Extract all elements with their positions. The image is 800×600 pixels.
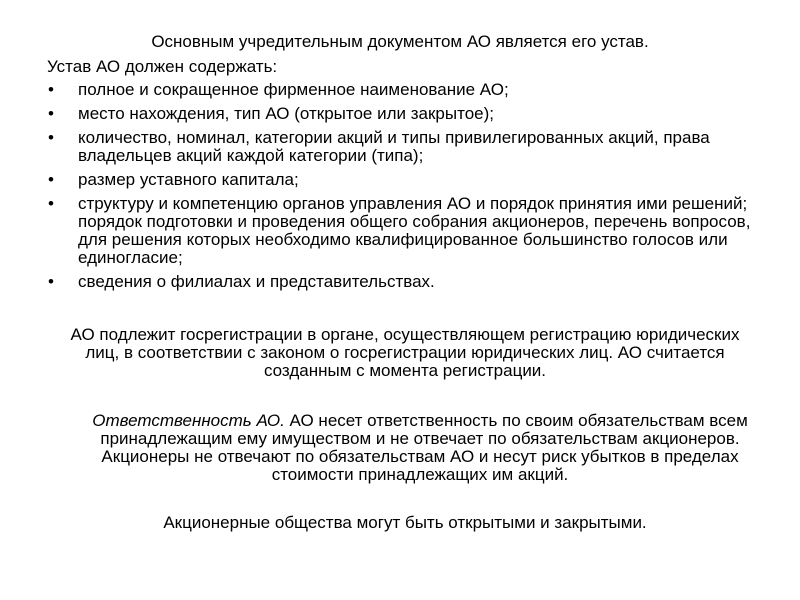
intro-text: Устав АО должен содержать: [47, 57, 278, 76]
liability-text: АО несет ответственность по своим обязательствам всем принадлежащим ему имуществом и не отвечает по обязательствам акционеров. Акционеры не отвечают по обязательствам АО и несут риск убытков в пределах стоимости принадлежащих им акций. [100, 411, 748, 484]
registration-paragraph: АО подлежит госрегистрации в органе, осуществляющем регистрацию юридических лиц, в соответствии с законом о госрегистрации юридических лиц. АО считается созданным с момента регистрации. [70, 325, 740, 380]
liability-label: Ответственность АО. [92, 411, 285, 430]
heading-text: Основным учредительным документом АО является его устав. [151, 32, 649, 51]
list-item: • полное и сокращенное фирменное наименование АО; [47, 81, 777, 99]
list-item: • структуру и компетенцию органов управления АО и порядок принятия ими решений; порядок подготовки и проведения общего собрания акционеров, перечень вопросов, для решения которых необходимо квалифицированное большинство голосов или единогласие; [47, 195, 777, 267]
list-item: • сведения о филиалах и представительствах. [47, 273, 777, 291]
liability-paragraph [70, 412, 770, 484]
list-item: • размер уставного капитала; [47, 171, 777, 189]
list-item: • место нахождения, тип АО (открытое или закрытое); [47, 105, 777, 123]
closing-paragraph: Акционерные общества могут быть открытыми и закрытыми. [163, 513, 647, 532]
list-item: • количество, номинал, категории акций и типы привилегированных акций, права владельцев акций каждой категории (типа); [47, 129, 777, 165]
charter-requirements-list [47, 81, 777, 297]
